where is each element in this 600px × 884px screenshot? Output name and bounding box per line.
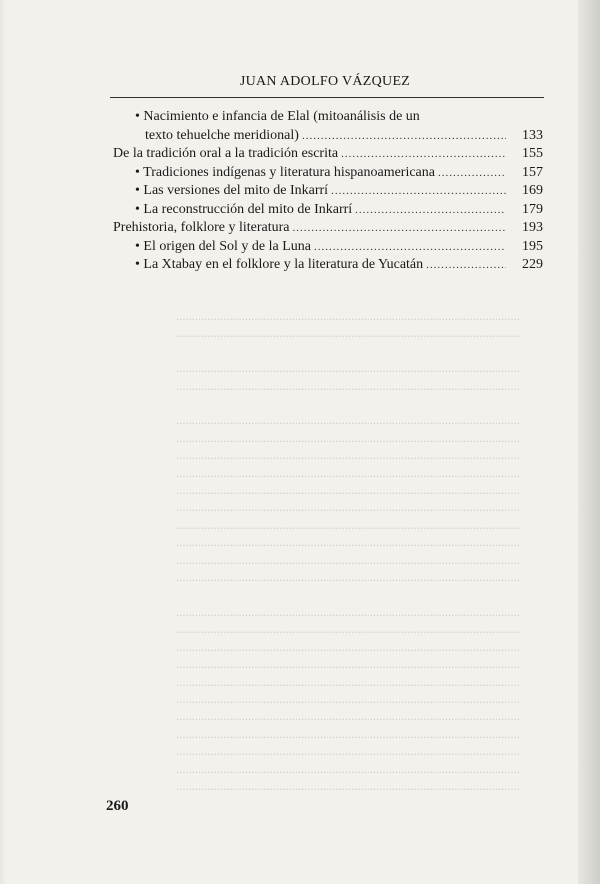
toc-entry-title: texto tehuelche meridional) [145,127,299,143]
leader-dots [331,182,506,201]
toc-entry-title: • Tradiciones indígenas y literatura hispanoamericana [135,164,435,180]
leader-dots [314,238,506,257]
page-number: 260 [106,798,129,814]
toc-entry-page: 179 [522,201,543,217]
header-rule [110,97,544,98]
leader-dots [302,127,506,146]
toc-entry-page: 169 [522,183,543,198]
table-of-contents [113,108,543,275]
toc-entry-page: 193 [522,220,543,235]
page-edge [578,0,600,884]
toc-entry-page: 195 [522,238,543,254]
toc-entry-page: 155 [522,146,543,161]
bullet-icon: • [135,238,140,254]
leader-dots [426,256,506,275]
show-through-reverse-page [96,308,526,795]
toc-entry [113,164,543,183]
bullet-icon: • [135,183,140,198]
toc-entry-title: • La reconstrucción del mito de Inkarrí [135,201,353,217]
leader-dots [293,219,507,238]
bullet-icon: • [135,109,140,124]
toc-entry [113,182,543,201]
bullet-icon: • [135,201,140,217]
toc-entry [113,108,543,127]
toc-entry-title: Prehistoria, folklore y literatura [113,220,290,235]
page-gutter-shadow [0,0,6,884]
bullet-icon: • [135,257,140,272]
toc-entry-title: De la tradición oral a la tradición escrita [113,146,339,161]
toc-entry [113,145,543,164]
leader-dots [341,145,506,164]
toc-entry-title: • Las versiones del mito de Inkarrí [135,183,329,198]
toc-entry [113,219,543,238]
toc-entry [113,256,543,275]
toc-entry-page: 229 [522,257,543,272]
toc-entry-page: 133 [522,127,543,143]
leader-dots [355,201,506,220]
toc-entry-title: • Nacimiento e infancia de Elal (mitoanálisis de un [135,109,420,124]
toc-entry [113,238,543,257]
bullet-icon: • [135,164,140,180]
toc-entry-continuation [113,127,543,146]
leader-dots [438,164,506,183]
running-head: JUAN ADOLFO VÁZQUEZ [239,74,411,89]
toc-entry [113,201,543,220]
toc-entry-title: • La Xtabay en el folklore y la literatura de Yucatán [135,257,424,272]
toc-entry-page: 157 [522,164,543,180]
toc-entry-title: • El origen del Sol y de la Luna [135,238,311,254]
